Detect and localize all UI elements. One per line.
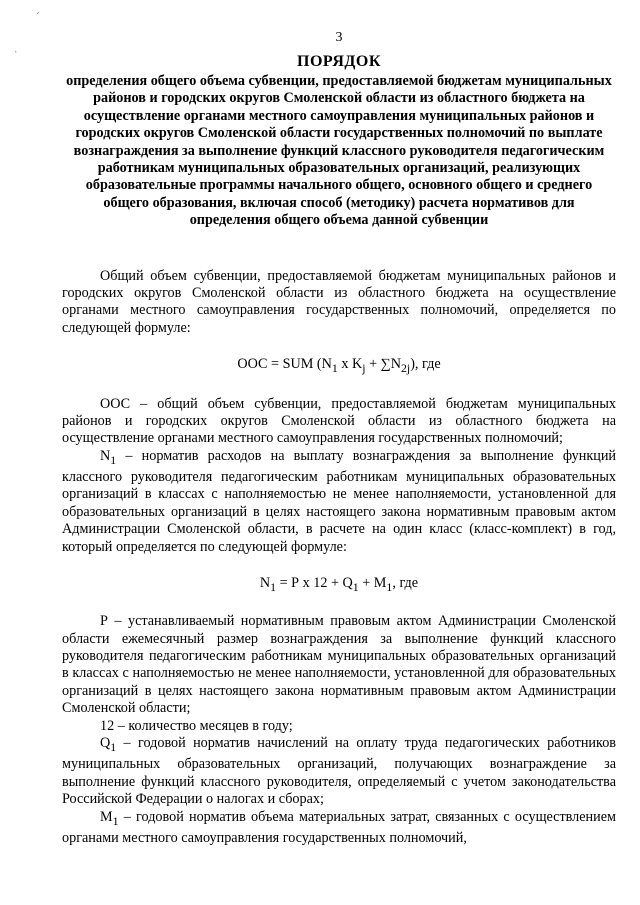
scan-mark-left: ˌ bbox=[14, 41, 18, 53]
paragraph-intro: Общий объем субвенции, предоставляемой бюджетам муниципальных районов и городских округов Смоленской области из областного бюджета на осуществление органами местного самоуправления государственных полномочий, определяется по следующей формуле: bbox=[62, 267, 616, 336]
paragraph-n1-definition: $N_1$ – норматив расходов на выплату вознаграждения за выполнение функций классного руководителя педагогическим работникам муниципальных образовательных организаций в классах с наполняемостью не менее наполняемости, установленной для образовательных организаций в целях настоящего закона нормативным правовым актом Администрации Смоленской области, в расчете на один класс (класс-комплект) в год, который определяется по следующей формуле: bbox=[62, 447, 617, 555]
paragraph-q1-definition: $Q_1$ – годовой норматив начислений на оплату труда педагогических работников муниципальных образовательных организаций, получающих вознаграждение за выполнение функций классного руководителя, определяемый с учетом законодательства Российской Федерации о налогах и сборах; bbox=[62, 735, 616, 808]
document-body bbox=[62, 268, 616, 848]
scan-mark-top: ˊ bbox=[36, 11, 40, 23]
paragraph-months-definition: 12 – количество месяцев в году; bbox=[100, 717, 293, 734]
formula-total-subvention: ООС = SUM ($N_1$ x $K_j + \sum N_{2j}$), где bbox=[237, 356, 441, 376]
formula-n1: $N_1 = Р$ x $12 + Q_1 + M_1$, где bbox=[259, 575, 419, 594]
document-page bbox=[62, 30, 616, 847]
paragraph-m1-definition: $M_1$ – годовой норматив объема материальных затрат, связанных с осуществлением органами местного самоуправления государственных полномочий, bbox=[62, 808, 616, 846]
page-number: 3 bbox=[335, 30, 343, 45]
document-title: ПОРЯДОК bbox=[297, 53, 381, 70]
paragraph-p-definition: Р – устанавливаемый нормативным правовым актом Администрации Смоленской области ежемесячный размер вознаграждения за выполнение функций классного руководителя педагогическим работникам муниципальных образовательных организаций в классах с наполняемостью не менее наполняемости, установленной для образовательных организаций в целях настоящего закона нормативным правовым актом Администрации Смоленской области; bbox=[62, 613, 616, 717]
document-subtitle: определения общего объема субвенции, предоставляемой бюджетам муниципальных районов и городских округов Смоленской области из областного бюджета на осуществление органами местного самоуправления муниципальных районов и городских округов Смоленской области государственных полномочий по выплате вознаграждения за выполнение функций классного руководителя педагогическим работникам муниципальных образовательных организаций, реализующих образовательные программы начального общего, основного общего и среднего общего образования, включая способ (методику) расчета нормативов для определения общего объема данной субвенции bbox=[66, 73, 612, 229]
paragraph-ooc-definition: ООС – общий объем субвенции, предоставляемой бюджетам муниципальных районов и городских округов Смоленской области из областного бюджета на осуществление органами местного самоуправления государственных полномочий; bbox=[62, 395, 616, 447]
